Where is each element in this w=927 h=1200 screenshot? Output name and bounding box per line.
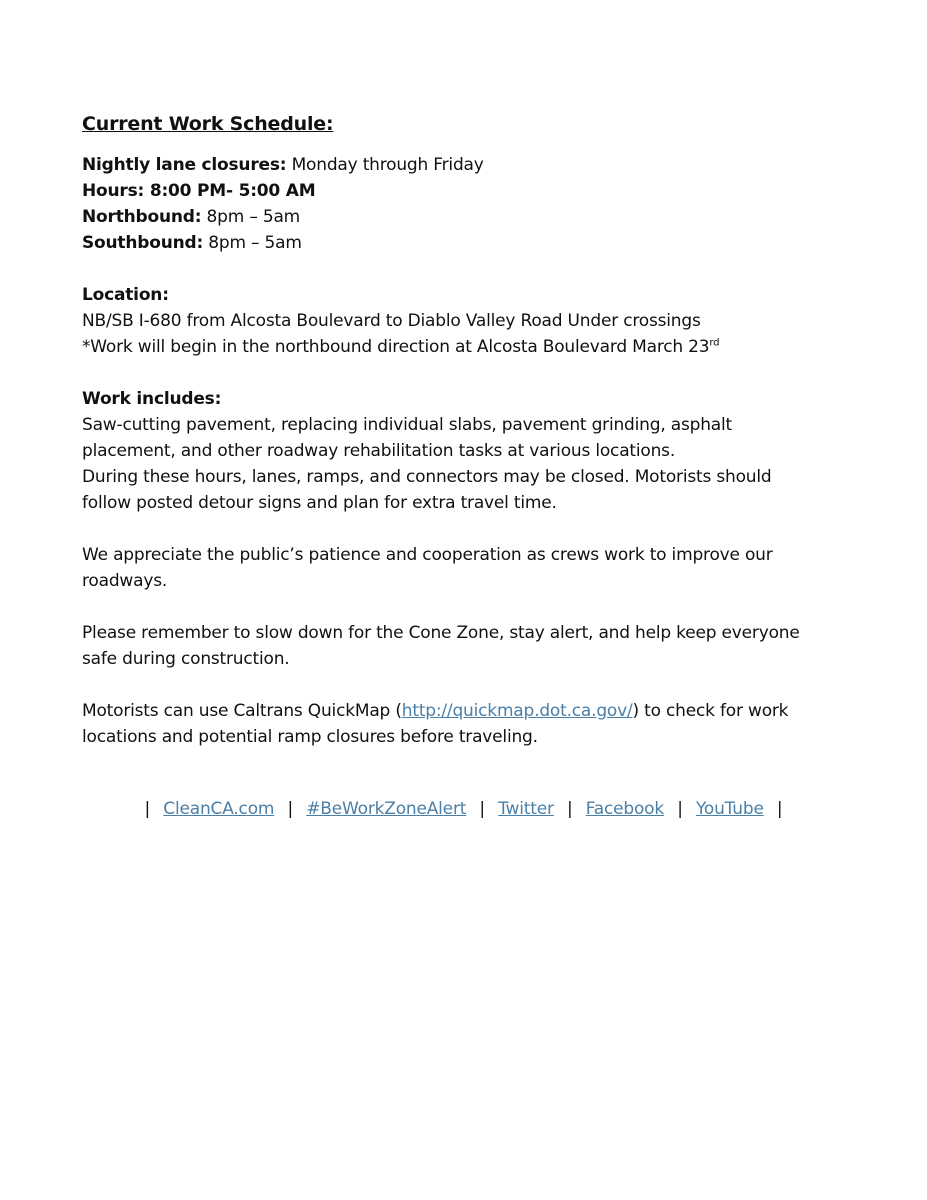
work-includes-label: Work includes: (82, 389, 222, 409)
southbound-line (82, 230, 862, 256)
footer-separator: | (776, 799, 783, 819)
quickmap-suffix: ) to check for work (632, 701, 789, 721)
northbound-value: 8pm – 5am (201, 207, 301, 227)
footer-separator: | (287, 799, 294, 819)
work-line-2: placement, and other roadway rehabilitation tasks at various locations. (82, 441, 676, 461)
beworkzonealert-link[interactable]: #BeWorkZoneAlert (306, 799, 467, 819)
quickmap-line-1 (82, 698, 862, 724)
footer-separator: | (479, 799, 485, 819)
quickmap-line-2: locations and potential ramp closures before traveling. (82, 727, 538, 747)
cleanca-link[interactable]: CleanCA.com (163, 799, 275, 819)
footer-separator: | (677, 799, 683, 819)
location-line-2-superscript: rd (709, 337, 720, 349)
southbound-value: 8pm – 5am (203, 233, 302, 253)
nightly-closures-line (82, 152, 862, 178)
hours-line: Hours: 8:00 PM- 5:00 AM (82, 181, 316, 201)
northbound-label: Northbound: (82, 207, 202, 227)
location-line-2-text: *Work will begin in the northbound direction at Alcosta Boulevard March 23 (82, 337, 710, 357)
quickmap-link[interactable]: http://quickmap.dot.ca.gov/ (401, 701, 633, 721)
footer-separator: | (566, 799, 573, 819)
facebook-link[interactable]: Facebook (585, 799, 664, 819)
youtube-link[interactable]: YouTube (695, 799, 764, 819)
work-line-4: follow posted detour signs and plan for extra travel time. (82, 493, 557, 513)
footer-links (0, 796, 927, 822)
northbound-line (82, 204, 862, 230)
footer-separator: | (144, 799, 151, 819)
southbound-label: Southbound: (82, 233, 204, 253)
nightly-closures-label: Nightly lane closures: (82, 155, 287, 175)
quickmap-prefix: Motorists can use Caltrans QuickMap ( (82, 701, 402, 721)
schedule-heading: Current Work Schedule: (82, 113, 334, 135)
work-line-3: During these hours, lanes, ramps, and connectors may be closed. Motorists should (82, 467, 772, 487)
appreciation-line-1: We appreciate the public’s patience and cooperation as crews work to improve our (82, 545, 773, 565)
nightly-closures-value: Monday through Friday (286, 155, 484, 175)
reminder-line-1: Please remember to slow down for the Cone Zone, stay alert, and help keep everyone (82, 623, 800, 643)
document-body (82, 110, 862, 750)
location-label: Location: (82, 285, 169, 305)
reminder-line-2: safe during construction. (82, 649, 290, 669)
work-line-1: Saw-cutting pavement, replacing individual slabs, pavement grinding, asphalt (82, 415, 732, 435)
location-line-1: NB/SB I-680 from Alcosta Boulevard to Diablo Valley Road Under crossings (82, 311, 701, 331)
appreciation-line-2: roadways. (82, 571, 168, 591)
twitter-link[interactable]: Twitter (498, 799, 554, 819)
location-line-2 (82, 334, 862, 360)
